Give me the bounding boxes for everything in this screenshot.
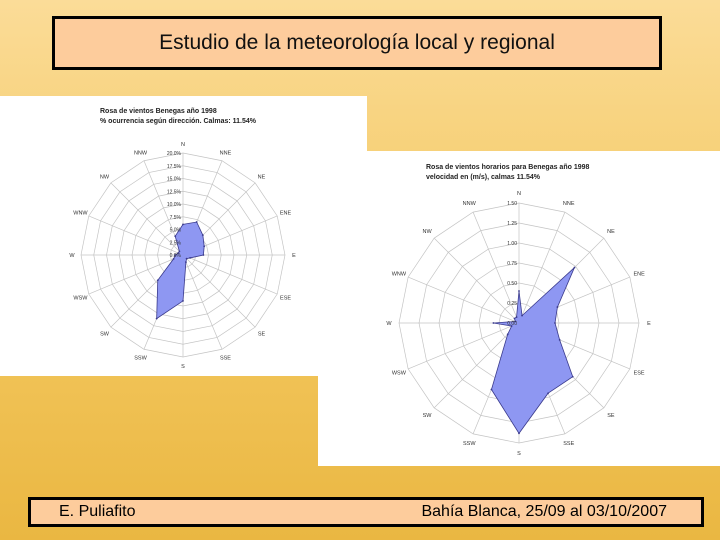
chart-1-radial-tick: 17.5%: [166, 163, 181, 170]
chart-2-radial-tick: 0.25: [507, 301, 517, 307]
chart-1-direction-label: WSW: [73, 295, 88, 302]
chart-1-direction-label: SW: [100, 331, 109, 338]
chart-2-radial-tick: 0.50: [507, 281, 517, 287]
slide-title: Estudio de la meteorología local y regional: [159, 31, 555, 54]
chart-1-direction-label: NW: [99, 174, 110, 181]
chart-2-point-E: [554, 322, 556, 324]
chart-2-radial-tick: 1.50: [507, 201, 517, 207]
chart-2-direction-label: SSE: [563, 441, 575, 448]
chart-1-point-ESE: [189, 257, 191, 259]
chart-1-direction-label: NNW: [133, 150, 148, 157]
wind-rose-occurrence-chart: [0, 96, 367, 376]
chart-2-spoke-NW: [434, 238, 519, 323]
chart-2-radial-tick: 0.75: [507, 261, 517, 267]
chart-1-direction-label: S: [181, 364, 185, 370]
chart-2-radial-tick: 1.25: [507, 221, 517, 227]
chart-2-direction-label: ENE: [633, 271, 645, 278]
chart-1-radial-tick: 12.5%: [166, 189, 181, 196]
chart-1-series-area: [157, 222, 205, 319]
chart-2-spoke-WNW: [408, 277, 519, 323]
chart-2-point-NNW: [516, 316, 518, 318]
wind-rose-speed-chart: [318, 151, 720, 466]
slide-title-box: [52, 16, 662, 70]
chart-2-direction-label: W: [386, 321, 392, 327]
chart-2-direction-label: N: [517, 191, 521, 197]
chart-2-title: Rosa de vientos horarios para Benegas año 1998: [426, 164, 590, 171]
chart-2-point-N: [518, 290, 520, 292]
chart-1-point-SE: [186, 258, 188, 260]
chart-1-spoke-WNW: [89, 216, 183, 255]
chart-1-direction-label: ENE: [279, 210, 292, 217]
chart-1-point-SSE: [185, 261, 187, 263]
chart-2-direction-label: NE: [607, 229, 615, 236]
chart-1-direction-label: ESE: [280, 295, 292, 302]
chart-1-direction-label: NNE: [219, 150, 232, 157]
chart-2-direction-label: S: [517, 451, 521, 457]
chart-2-point-NW: [514, 318, 516, 320]
chart-2-direction-label: WNW: [391, 271, 407, 278]
chart-1-direction-label: SE: [257, 331, 266, 338]
chart-1-spoke-SSE: [183, 255, 222, 349]
chart-2-point-NNE: [521, 315, 523, 317]
chart-1-radial-tick: 10.0%: [166, 202, 181, 208]
chart-2-point-SW: [507, 333, 509, 335]
chart-2-radial-tick: 0.00: [507, 321, 517, 327]
slide-footer: [28, 497, 704, 527]
chart-1-radial-tick: 7.5%: [169, 214, 181, 221]
chart-1-direction-label: W: [69, 253, 75, 259]
chart-1-title: Rosa de vientos Benegas año 1998: [100, 108, 217, 115]
chart-2-subtitle: velocidad en (m/s), calmas 11.54%: [426, 174, 541, 181]
chart-2-point-W: [493, 322, 495, 324]
chart-1-point-SSW: [156, 318, 158, 320]
chart-1-point-NE: [202, 234, 204, 236]
chart-2-direction-label: E: [647, 321, 651, 327]
chart-2-direction-label: WSW: [391, 370, 406, 377]
chart-2-radial-tick: 1.00: [507, 241, 517, 247]
chart-1-radial-tick: 0.0%: [169, 253, 181, 259]
chart-2-point-SSE: [547, 392, 549, 394]
chart-2-point-S: [518, 433, 520, 435]
chart-1-point-S: [182, 300, 184, 302]
chart-2-point-NE: [574, 267, 576, 269]
chart-1-direction-label: SSE: [219, 355, 231, 362]
chart-1-direction-label: WNW: [73, 210, 88, 217]
chart-2-point-ENE: [557, 306, 559, 308]
footer-author: E. Puliafito: [59, 503, 136, 520]
chart-1-direction-label: E: [292, 253, 296, 259]
wind-rose-occurrence-panel: [0, 96, 367, 376]
chart-1-direction-label: SSW: [134, 355, 147, 362]
chart-2-direction-label: SW: [422, 412, 432, 419]
chart-1-direction-label: N: [181, 142, 185, 148]
chart-1-radial-tick: 15.0%: [166, 176, 181, 183]
chart-1-radial-tick: 20.0%: [166, 151, 181, 157]
chart-1-point-NNE: [196, 221, 198, 223]
chart-2-point-SSW: [491, 389, 493, 391]
chart-2-direction-label: NNW: [462, 200, 476, 207]
chart-2-direction-label: NNE: [562, 200, 575, 207]
chart-1-point-E: [203, 254, 205, 256]
chart-1-spoke-ESE: [183, 255, 277, 294]
chart-1-subtitle: % ocurrencia según dirección. Calmas: 11.54%: [100, 118, 257, 125]
chart-2-direction-label: SSW: [462, 441, 476, 448]
chart-2-direction-label: SE: [607, 412, 615, 419]
chart-2-point-SE: [572, 376, 574, 378]
wind-rose-speed-panel: [318, 151, 720, 466]
footer-location-date: Bahía Blanca, 25/09 al 03/10/2007: [421, 503, 667, 520]
chart-2-point-ESE: [559, 339, 561, 341]
chart-1-direction-label: NE: [257, 174, 266, 181]
chart-1-point-ENE: [203, 245, 205, 247]
chart-1-point-N: [182, 224, 184, 226]
chart-2-direction-label: ESE: [633, 370, 645, 377]
chart-1-radial-tick: 2.5%: [169, 240, 181, 247]
chart-1-point-NNW: [174, 235, 176, 237]
chart-1-radial-tick: 5.0%: [169, 227, 181, 234]
chart-2-direction-label: NW: [422, 229, 432, 236]
chart-2-series-area: [491, 268, 574, 434]
chart-1-point-SW: [157, 279, 159, 281]
